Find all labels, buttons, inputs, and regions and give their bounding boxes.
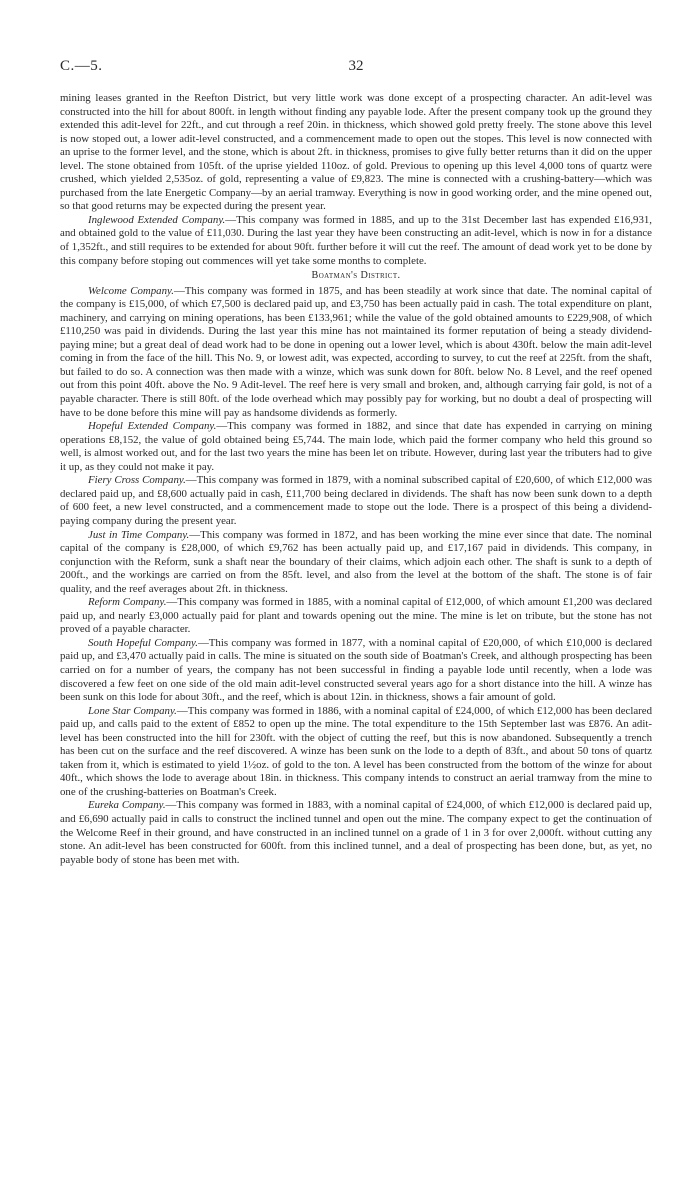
body-text	[60, 92, 652, 867]
paragraph-text: —This company was formed in 1883, with a nominal capital of £24,000, of which £12,000 is declared paid up, and £6,690 actually paid in calls to construct the inclined tunnel and open out the mine. The company expect to get the continuation of the Welcome Reef in their ground, and have constructed in an inclined tunnel on a grade of 1 in 3 for over 2,000ft. without cutting any stone. An adit-level has been constructed for 600ft. from this inclined tunnel, and a deal of prospecting has been done, but, as yet, no payable body of stone has been met with.	[60, 799, 652, 866]
just-in-time-paragraph	[60, 529, 652, 597]
company-name: Lone Star Company.	[88, 704, 177, 717]
south-hopeful-paragraph	[60, 637, 652, 705]
company-name: Reform Company.	[88, 596, 167, 609]
paragraph-text: —This company was formed in 1879, with a nominal subscribed capital of £20,600, of which £12,000 was declared paid up, and £8,600 actually paid in cash, £11,700 being declared in dividends. The shaft has now been sunk down to a depth of 600 feet, a new level constructed, and a commencement made to stope out the lode. There is a prospect of this being a dividend-paying company during the present year.	[60, 474, 652, 527]
company-name: Inglewood Extended Company.	[88, 213, 226, 226]
company-name: Just in Time Company.	[88, 528, 190, 541]
paragraph-text: —This company was formed in 1882, and since that date has expended in carrying on mining operations £8,152, the value of gold obtained being £5,744. The main lode, which paid the former company who held this ground so well, is almost worked out, and for the last two years the mine has been let on tribute. However, during last year the tributers had to give it up, as they could not make it pay.	[60, 420, 653, 473]
eureka-company-paragraph	[60, 799, 652, 867]
paragraph-text: —This company was formed in 1872, and has been working the mine ever since that date. The nominal capital of the company is £28,000, of which £9,762 has been actually paid up, and £17,167 paid in dividends. This company, in conjunction with the Reform, sunk a shaft near the boundary of their claims, which adjoin each other. The shaft is sunk to a depth of 200ft., and the workings are carried on from the 85ft. level, and also from the level at the bottom of the shaft. The stone is of fair quality, and the reef averages about 2ft. in thickness.	[60, 528, 652, 595]
company-name: South Hopeful Company.	[88, 636, 198, 649]
welcome-company-paragraph	[60, 285, 652, 420]
page-header	[60, 58, 652, 80]
continuation-paragraph: mining leases granted in the Reefton District, but very little work was done except of a prospecting character. An adit-level was constructed into the hill for about 800ft. in length without finding any payable lode. After the present company took up the ground they extended this adit-level for 22ft., and cut through a reef 20in. in thickness, which showed gold pretty freely. The stone above this level is now stoped out, a lower adit-level constructed, and a commencement made to open out the stopes. This level is now connected with an uprise to the former level, and the stone, which is about 2ft. in thickness, promises to give fully better returns than it did on the upper level. The stone obtained from 105ft. of the uprise yielded 110oz. of gold. Previous to opening up this level 4,000 tons of quartz were crushed, which yielded 2,535oz. of gold, representing a value of £9,823. The mine is connected with a crushing-battery—which was purchased from the late Energetic Company—by an aerial tramway. Everything is now in good working order, and the mine opened out, so that good returns may be expected during the present year.	[60, 92, 652, 213]
inglewood-extended-paragraph	[60, 214, 652, 268]
paragraph-text: —This company was formed in 1885, with a nominal capital of £12,000, of which amount £1,200 was declared paid up, and nearly £3,000 actually paid for plant and towards opening out the mine. The mine is let on tribute, but the stone has not proved of a payable character.	[60, 596, 652, 636]
paragraph-text: —This company was formed in 1875, and has been steadily at work since that date. The nominal capital of the company is £15,000, of which £7,500 is declared paid up, and £3,750 has been actually paid in cash. The total expenditure on plant, machinery, and carrying on mining operations, has been £133,961; while the value of the gold obtained amounts to £229,908, of which £110,250 was paid in dividends. During the last year this mine has not maintained its former reputation of being a steady dividend-paying mine; but a great deal of dead work had to be done in opening out a lower level, which is about 430ft. below the main adit-level coming in from the face of the hill. This No. 9, or lowest adit, was expected, according to survey, to cut the reef at 225ft. from the shaft, but failed to do so. A connection was then made with a winze, which was sunk down for 80ft. below No. 8 Level, and the reef opened out from this point 40ft. above the No. 9 Adit-level. The reef here is very small and broken, and, although carrying fair gold, is not of a payable character. There is still 80ft. of the lode overhead which may possibly pay for working, but no doubt a deal of prospecting will have to be done before this mine will pay as handsome dividends as formerly.	[60, 284, 652, 419]
lone-star-paragraph	[60, 705, 652, 800]
hopeful-extended-paragraph	[60, 420, 652, 474]
company-name: Eureka Company.	[88, 799, 166, 812]
paragraph-text: —This company was formed in 1885, and up to the 31st December last has expended £16,931, and obtained gold to the value of £11,030. During the last year they have been constructing an adit-level, which is now in for a distance of 1,352ft., and still requires to be extended for about 90ft. further before it will cut the reef. The amount of dead work yet to be done by this company before stoping out commences will yet take some months to complete.	[60, 213, 653, 267]
page-number: 32	[348, 58, 364, 74]
company-name: Welcome Company.	[88, 284, 174, 297]
fiery-cross-paragraph	[60, 474, 652, 528]
reform-company-paragraph	[60, 596, 652, 637]
company-name: Fiery Cross Company.	[88, 474, 186, 487]
company-name: Hopeful Extended Company.	[88, 420, 217, 433]
paragraph-text: —This company was formed in 1886, with a nominal capital of £24,000, of which £12,000 has been declared paid up, and calls paid to the extent of £852 to open up the mine. The total expenditure to the 15th September last was £876. An adit-level has been constructed into the hill for 230ft. with the object of cutting the reef, but this is now abandoned. Subsequently a trench has been cut on the surface and the reef discovered. A winze has been sunk on the lode to a depth of 83ft., and about 50 tons of quartz taken from it, which is estimated to yield 1½oz. of gold to the ton. A level has been constructed from the bottom of the winze for about 40ft., which shows the lode to average about 18in. in thickness. This company intends to construct an aerial tramway from the mine to one of the crushing-batteries on Boatman's Creek.	[60, 704, 652, 798]
sheet-reference: C.—5.	[60, 58, 103, 74]
district-heading: Boatman's District.	[311, 270, 401, 282]
paragraph-text: —This company was formed in 1877, with a nominal capital of £20,000, of which £10,000 is declared paid up, and £3,470 actually paid in calls. The mine is situated on the south side of Boatman's Creek, and although prospecting has been carried on for a number of years, the company has not been successful in finding a payable lode until recently, when a lode was discovered a few feet on one side of the old main adit-level constructed several years ago for a short distance into the hill. A winze has been sunk on this lode for about 30ft., and the reef, which is about 12in. in thickness, shows a fair amount of gold.	[60, 636, 653, 704]
